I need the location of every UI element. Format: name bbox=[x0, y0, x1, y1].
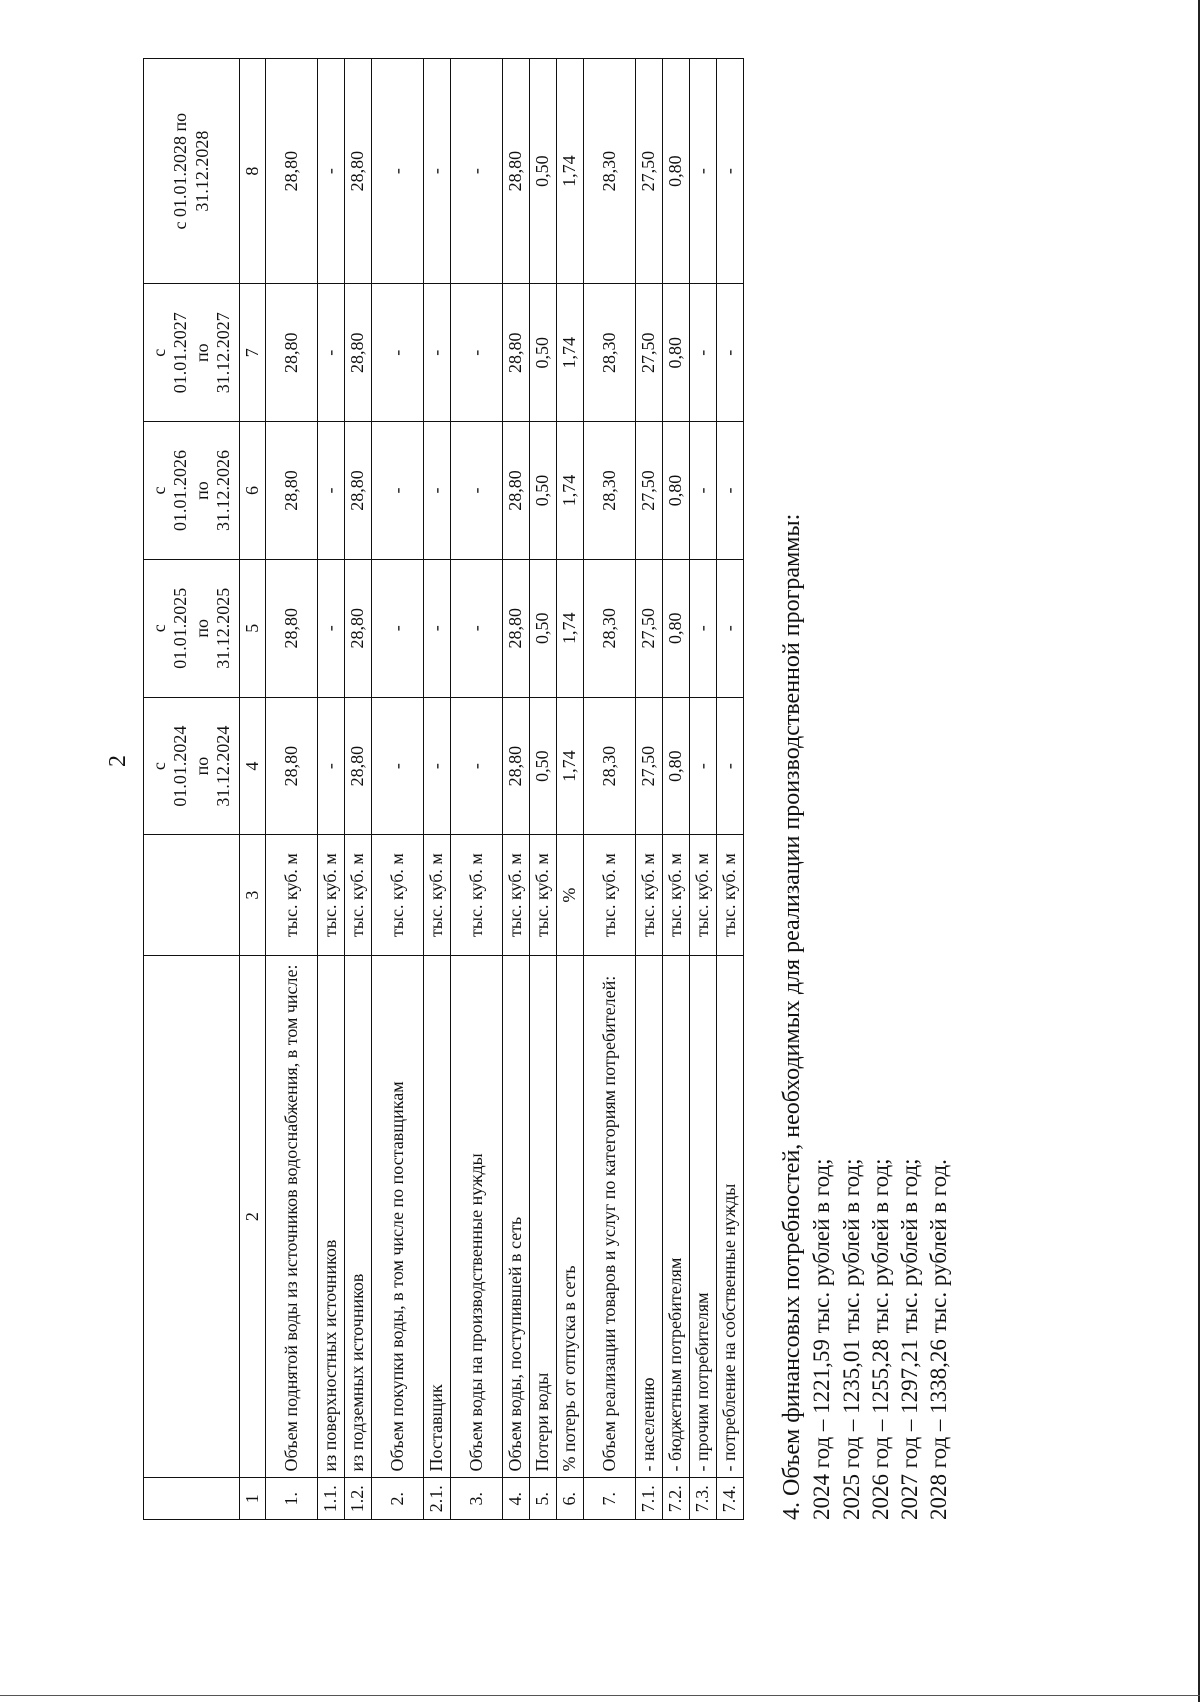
row-value: 0,50 bbox=[530, 59, 557, 284]
row-value: 28,80 bbox=[266, 697, 318, 835]
row-unit: тыс. куб. м bbox=[503, 835, 530, 955]
row-number: 7.2. bbox=[663, 1478, 690, 1520]
row-name: - населению bbox=[636, 955, 663, 1478]
row-value: - bbox=[690, 697, 717, 835]
row-value: - bbox=[318, 422, 345, 560]
row-unit: тыс. куб. м bbox=[424, 835, 451, 955]
row-value: - bbox=[318, 559, 345, 697]
row-value: 27,50 bbox=[636, 559, 663, 697]
row-value: 28,80 bbox=[345, 559, 372, 697]
row-unit: тыс. куб. м bbox=[318, 835, 345, 955]
row-value: 0,80 bbox=[663, 284, 690, 422]
row-value: 0,50 bbox=[530, 697, 557, 835]
row-value: - bbox=[690, 59, 717, 284]
table-row bbox=[717, 59, 744, 1520]
header-period: с 01.01.2027 по 31.12.2027 bbox=[144, 284, 240, 422]
row-name: - бюджетным потребителям bbox=[663, 955, 690, 1478]
financial-needs-line: 2028 год – 1338,26 тыс. рублей в год. bbox=[926, 1159, 952, 1520]
row-value: 1,74 bbox=[557, 422, 584, 560]
table-row bbox=[266, 59, 318, 1520]
header-period: с 01.01.2026 по 31.12.2026 bbox=[144, 422, 240, 560]
row-value: - bbox=[690, 422, 717, 560]
row-number: 7.4. bbox=[717, 1478, 744, 1520]
table-row bbox=[663, 59, 690, 1520]
column-number: 3 bbox=[240, 835, 266, 955]
row-name: Объем воды на производственные нужды bbox=[451, 955, 503, 1478]
row-name: Объем поднятой воды из источников водоснабжения, в том числе: bbox=[266, 955, 318, 1478]
row-unit: тыс. куб. м bbox=[690, 835, 717, 955]
row-value: 0,80 bbox=[663, 422, 690, 560]
financial-needs-section bbox=[777, 514, 953, 1520]
row-value: 27,50 bbox=[636, 284, 663, 422]
header-empty-cell bbox=[144, 835, 240, 955]
row-unit: тыс. куб. м bbox=[717, 835, 744, 955]
row-value: - bbox=[451, 284, 503, 422]
row-value: - bbox=[424, 422, 451, 560]
row-value: - bbox=[372, 59, 424, 284]
row-value: 28,30 bbox=[584, 697, 636, 835]
row-unit: % bbox=[557, 835, 584, 955]
column-number: 4 bbox=[240, 697, 266, 835]
table-header-row bbox=[144, 59, 240, 1520]
rotated-page-content bbox=[105, 0, 1145, 1520]
row-value: 28,80 bbox=[266, 59, 318, 284]
row-value: - bbox=[318, 284, 345, 422]
header-empty-cell bbox=[144, 1478, 240, 1520]
financial-needs-line: 2027 год – 1297,21 тыс. рублей в год; bbox=[897, 1158, 923, 1520]
row-name: Объем воды, поступившей в сеть bbox=[503, 955, 530, 1478]
row-value: 28,80 bbox=[345, 59, 372, 284]
row-number: 1. bbox=[266, 1478, 318, 1520]
row-unit: тыс. куб. м bbox=[345, 835, 372, 955]
row-value: - bbox=[372, 697, 424, 835]
page-number: 2 bbox=[105, 755, 131, 767]
column-number: 6 bbox=[240, 422, 266, 560]
row-value: - bbox=[717, 697, 744, 835]
row-unit: тыс. куб. м bbox=[451, 835, 503, 955]
row-value: - bbox=[717, 284, 744, 422]
row-value: 28,80 bbox=[503, 422, 530, 560]
row-number: 3. bbox=[451, 1478, 503, 1520]
header-period: с 01.01.2025 по 31.12.2025 bbox=[144, 559, 240, 697]
row-value: 28,80 bbox=[503, 59, 530, 284]
row-value: 0,50 bbox=[530, 284, 557, 422]
production-program-table bbox=[143, 58, 744, 1520]
row-number: 1.2. bbox=[345, 1478, 372, 1520]
row-number: 7. bbox=[584, 1478, 636, 1520]
row-value: 28,80 bbox=[503, 559, 530, 697]
row-name: Поставщик bbox=[424, 955, 451, 1478]
row-name: из подземных источников bbox=[345, 955, 372, 1478]
row-value: 28,30 bbox=[584, 59, 636, 284]
row-value: 0,80 bbox=[663, 59, 690, 284]
row-value: 28,80 bbox=[345, 284, 372, 422]
row-name: Объем реализации товаров и услуг по категориям потребителей: bbox=[584, 955, 636, 1478]
row-value: 28,30 bbox=[584, 284, 636, 422]
header-period: с 01.01.2028 по 31.12.2028 bbox=[144, 59, 240, 284]
table-row bbox=[424, 59, 451, 1520]
column-number: 1 bbox=[240, 1478, 266, 1520]
column-number: 7 bbox=[240, 284, 266, 422]
header-period: с 01.01.2024 по 31.12.2024 bbox=[144, 697, 240, 835]
row-value: - bbox=[424, 59, 451, 284]
row-value: 27,50 bbox=[636, 422, 663, 560]
table-row bbox=[584, 59, 636, 1520]
row-value: 28,80 bbox=[503, 697, 530, 835]
row-number: 1.1. bbox=[318, 1478, 345, 1520]
row-value: - bbox=[451, 59, 503, 284]
row-value: 28,30 bbox=[584, 559, 636, 697]
row-value: - bbox=[424, 559, 451, 697]
row-value: 1,74 bbox=[557, 559, 584, 697]
row-unit: тыс. куб. м bbox=[584, 835, 636, 955]
table-row bbox=[636, 59, 663, 1520]
row-number: 2.1. bbox=[424, 1478, 451, 1520]
table-row bbox=[557, 59, 584, 1520]
row-unit: тыс. куб. м bbox=[266, 835, 318, 955]
row-value: - bbox=[372, 284, 424, 422]
row-number: 5. bbox=[530, 1478, 557, 1520]
row-unit: тыс. куб. м bbox=[530, 835, 557, 955]
row-value: 28,80 bbox=[503, 284, 530, 422]
table-row bbox=[530, 59, 557, 1520]
row-value: - bbox=[717, 422, 744, 560]
row-value: - bbox=[451, 697, 503, 835]
row-value: - bbox=[318, 59, 345, 284]
financial-needs-title: 4. Объем финансовых потребностей, необходимых для реализации производственной программы: bbox=[779, 513, 805, 1520]
financial-needs-line: 2026 год – 1255,28 тыс. рублей в год; bbox=[867, 1158, 893, 1520]
row-value: - bbox=[372, 559, 424, 697]
financial-needs-line: 2025 год – 1235,01 тыс. рублей в год; bbox=[838, 1158, 864, 1520]
row-value: 0,80 bbox=[663, 697, 690, 835]
row-value: 27,50 bbox=[636, 697, 663, 835]
row-number: 2. bbox=[372, 1478, 424, 1520]
row-name: - потребление на собственные нужды bbox=[717, 955, 744, 1478]
row-unit: тыс. куб. м bbox=[663, 835, 690, 955]
row-value: 0,50 bbox=[530, 422, 557, 560]
row-unit: тыс. куб. м bbox=[372, 835, 424, 955]
row-value: 28,80 bbox=[345, 697, 372, 835]
row-value: - bbox=[690, 559, 717, 697]
row-value: 27,50 bbox=[636, 59, 663, 284]
row-value: 28,80 bbox=[345, 422, 372, 560]
column-number: 5 bbox=[240, 559, 266, 697]
table-row bbox=[451, 59, 503, 1520]
row-value: - bbox=[424, 284, 451, 422]
row-value: - bbox=[717, 559, 744, 697]
row-value: 28,80 bbox=[266, 284, 318, 422]
row-value: 28,80 bbox=[266, 559, 318, 697]
row-value: 1,74 bbox=[557, 284, 584, 422]
financial-needs-line: 2024 год – 1221,59 тыс. рублей в год; bbox=[809, 1158, 835, 1520]
header-empty-cell bbox=[144, 955, 240, 1478]
row-value: - bbox=[451, 559, 503, 697]
row-value: - bbox=[372, 422, 424, 560]
row-name: - прочим потребителям bbox=[690, 955, 717, 1478]
row-number: 6. bbox=[557, 1478, 584, 1520]
row-value: 0,80 bbox=[663, 559, 690, 697]
row-unit: тыс. куб. м bbox=[636, 835, 663, 955]
row-name: Потери воды bbox=[530, 955, 557, 1478]
row-number: 7.3. bbox=[690, 1478, 717, 1520]
row-number: 7.1. bbox=[636, 1478, 663, 1520]
table-row bbox=[345, 59, 372, 1520]
row-value: 28,30 bbox=[584, 422, 636, 560]
table-row bbox=[690, 59, 717, 1520]
row-name: % потерь от отпуска в сеть bbox=[557, 955, 584, 1478]
row-value: - bbox=[717, 59, 744, 284]
row-value: 0,50 bbox=[530, 559, 557, 697]
row-value: - bbox=[424, 697, 451, 835]
column-number: 2 bbox=[240, 955, 266, 1478]
row-name: из поверхностных источников bbox=[318, 955, 345, 1478]
row-value: 1,74 bbox=[557, 697, 584, 835]
table-row bbox=[503, 59, 530, 1520]
row-value: - bbox=[690, 284, 717, 422]
row-name: Объем покупки воды, в том числе по поставщикам bbox=[372, 955, 424, 1478]
row-value: 1,74 bbox=[557, 59, 584, 284]
row-value: 28,80 bbox=[266, 422, 318, 560]
column-number: 8 bbox=[240, 59, 266, 284]
column-numbers-row bbox=[240, 59, 266, 1520]
scan-edge-bottom bbox=[0, 1695, 1200, 1696]
table-row bbox=[318, 59, 345, 1520]
row-number: 4. bbox=[503, 1478, 530, 1520]
row-value: - bbox=[451, 422, 503, 560]
table-row bbox=[372, 59, 424, 1520]
row-value: - bbox=[318, 697, 345, 835]
